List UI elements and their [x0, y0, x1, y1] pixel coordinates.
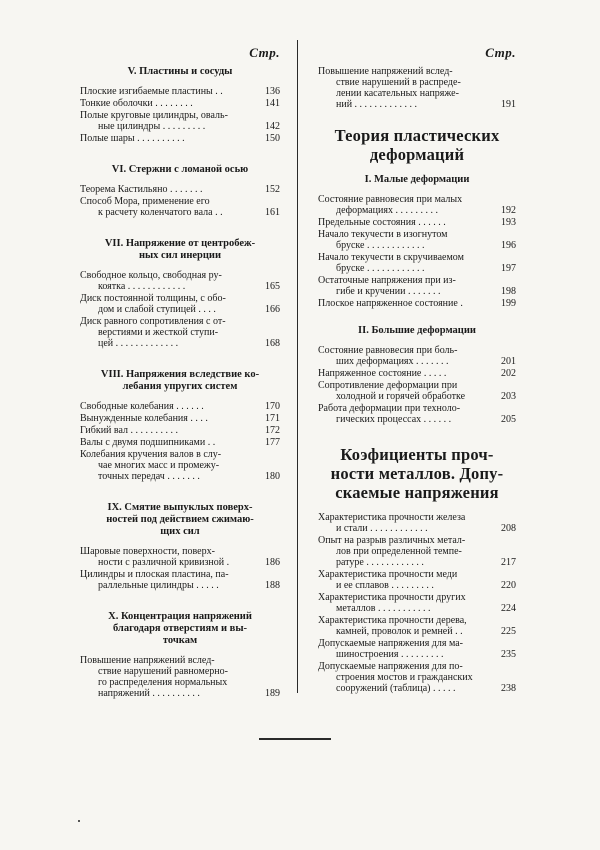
- strength-entries: [318, 512, 516, 694]
- toc-entry[interactable]: [318, 217, 516, 228]
- toc-entry[interactable]: [80, 449, 280, 482]
- toc-entry-page: 191: [501, 99, 516, 110]
- section-title: X. Концентрация напряжений благодаря отверстиям и вы- точкам: [108, 611, 252, 646]
- toc-entry-page: 150: [265, 133, 280, 144]
- toc-entry-page: 136: [265, 86, 280, 97]
- toc-entry[interactable]: [318, 380, 516, 402]
- toc-entry-title: Характеристика прочности дерева, камней, проволок и ремней . .: [318, 615, 467, 637]
- toc-entry-title: Полые шары . . . . . . . . . .: [80, 133, 185, 144]
- toc-entry-page: 235: [501, 649, 516, 660]
- toc-entry-title: Вынужденные колебания . . . .: [80, 413, 208, 424]
- toc-entry-page: 168: [265, 338, 280, 349]
- toc-entry-page: 220: [501, 580, 516, 591]
- toc-entry-title: Повышение напряжений вслед- ствие нарушений равномерно- го распределения нормальных напряжений . . . . . . . . . .: [80, 655, 228, 699]
- toc-entry[interactable]: [80, 425, 280, 436]
- toc-entry[interactable]: [318, 229, 516, 251]
- toc-entry-page: 180: [265, 471, 280, 482]
- toc-entry[interactable]: [318, 66, 516, 110]
- toc-entry-page: 199: [501, 298, 516, 309]
- toc-entry-title: Повышение напряжений вслед- ствие нарушений в распреде- лении касательных напряже- ний . . . . . . . . . . . . .: [318, 66, 461, 110]
- toc-entry-title: Тонкие оболочки . . . . . . . .: [80, 98, 193, 109]
- right-intro-entry: [318, 66, 516, 110]
- toc-entry[interactable]: [318, 638, 516, 660]
- toc-entry-title: Шаровые поверхности, поверх- ности с различной кривизной .: [80, 546, 230, 568]
- toc-entry[interactable]: [80, 655, 280, 699]
- toc-entry[interactable]: [318, 661, 516, 694]
- toc-entry-page: 203: [501, 391, 516, 402]
- toc-entry[interactable]: [80, 437, 280, 448]
- section-title: I. Малые деформации: [364, 174, 470, 185]
- toc-entry-page: 201: [501, 356, 516, 367]
- toc-entry[interactable]: [80, 98, 280, 109]
- toc-entry-page: 170: [265, 401, 280, 412]
- toc-entry-title: Диск равного сопротивления с от- верстиями и жесткой ступи- цей . . . . . . . . . . . . .: [80, 316, 226, 349]
- toc-entry-page: 161: [265, 207, 280, 218]
- toc-entry-page: 205: [501, 414, 516, 425]
- toc-entry-title: Цилиндры и плоская пластина, па- раллельные цилиндры . . . . .: [80, 569, 229, 591]
- toc-entry[interactable]: [80, 413, 280, 424]
- left-column: [80, 40, 280, 700]
- toc-section: [80, 369, 280, 482]
- toc-entry-title: Характеристика прочности железа и стали . . . . . . . . . . . .: [318, 512, 466, 534]
- toc-entry[interactable]: [80, 293, 280, 315]
- toc-entry-page: 142: [265, 121, 280, 132]
- toc-entry[interactable]: [80, 546, 280, 568]
- toc-entry-title: Плоское напряженное состояние .: [318, 298, 463, 309]
- toc-entry-page: 192: [501, 205, 516, 216]
- toc-entry-page: 225: [501, 626, 516, 637]
- toc-entry-page: 141: [265, 98, 280, 109]
- left-sections: [80, 66, 280, 699]
- toc-entry-page: 172: [265, 425, 280, 436]
- toc-entry-title: Характеристика прочности других металлов . . . . . . . . . . .: [318, 592, 466, 614]
- toc-entry[interactable]: [80, 270, 280, 292]
- toc-entry[interactable]: [80, 316, 280, 349]
- toc-entry[interactable]: [318, 535, 516, 568]
- toc-entry[interactable]: [80, 401, 280, 412]
- toc-entry-title: Свободное кольцо, свободная ру- коятка . . . . . . . . . . . .: [80, 270, 222, 292]
- toc-entry-title: Плоские изгибаемые пластины . .: [80, 86, 223, 97]
- toc-entry-page: 189: [265, 688, 280, 699]
- toc-entry-title: Сопротивление деформации при холодной и горячей обработке: [318, 380, 466, 402]
- toc-entry-title: Диск постоянной толщины, с обо- дом и слабой ступицей . . . .: [80, 293, 226, 315]
- toc-entry-page: 177: [265, 437, 280, 448]
- part-title-plastic: Теория пластических деформаций: [334, 126, 500, 164]
- toc-entry-page: 238: [501, 683, 516, 694]
- toc-entry[interactable]: [318, 615, 516, 637]
- toc-entry-title: Способ Мора, применение его к расчету коленчатого вала . .: [80, 196, 223, 218]
- toc-entry[interactable]: [318, 592, 516, 614]
- toc-entry-page: 196: [501, 240, 516, 251]
- scan-speck: [78, 820, 80, 822]
- toc-entry-title: Гибкий вал . . . . . . . . . .: [80, 425, 179, 436]
- toc-section: [318, 325, 516, 425]
- toc-entry-title: Полые круговые цилиндры, оваль- ные цилиндры . . . . . . . . .: [80, 110, 228, 132]
- toc-entry-title: Валы с двумя подшипниками . .: [80, 437, 216, 448]
- toc-entry[interactable]: [80, 133, 280, 144]
- toc-entry-page: 193: [501, 217, 516, 228]
- part-title-strength: Коэфициенты проч- ности металлов. Допу- скаемые напряжения: [330, 445, 504, 502]
- toc-entry[interactable]: [80, 86, 280, 97]
- page-column-header: Стр.: [249, 45, 280, 60]
- toc-entry-title: Опыт на разрыв различных метал- лов при определенной темпе- ратуре . . . . . . . . . . . .: [318, 535, 466, 568]
- toc-entry-title: Начало текучести в скручиваемом бруске . . . . . . . . . . . .: [318, 252, 464, 274]
- toc-entry[interactable]: [318, 252, 516, 274]
- toc-entry-title: Свободные колебания . . . . . .: [80, 401, 204, 412]
- toc-entry-title: Остаточные напряжения при из- гибе и кручении . . . . . . .: [318, 275, 456, 297]
- toc-section: [80, 611, 280, 699]
- toc-entry-title: Колебания кручения валов в слу- чае многих масс и промежу- точных передач . . . . . . .: [80, 449, 222, 482]
- toc-entry[interactable]: [318, 345, 516, 367]
- toc-section: [80, 164, 280, 218]
- section-title: VII. Напряжение от центробеж- ных сил инерции: [104, 238, 256, 261]
- toc-entry-title: Теорема Кастильяно . . . . . . .: [80, 184, 203, 195]
- toc-entry-page: 224: [501, 603, 516, 614]
- toc-entry-page: 188: [265, 580, 280, 591]
- toc-entry-page: 165: [265, 281, 280, 292]
- toc-entry-title: Состояние равновесия при боль- ших деформациях . . . . . . .: [318, 345, 458, 367]
- toc-entry[interactable]: [318, 194, 516, 216]
- toc-entry-title: Напряженное состояние . . . . .: [318, 368, 447, 379]
- section-title: IX. Смятие выпуклых поверх- ностей под действием сжимаю- щих сил: [106, 502, 254, 537]
- toc-entry[interactable]: [318, 512, 516, 534]
- toc-entry-title: Начало текучести в изогнутом бруске . . . . . . . . . . . .: [318, 229, 448, 251]
- toc-section: [80, 502, 280, 591]
- toc-entry[interactable]: [80, 184, 280, 195]
- toc-entry[interactable]: [318, 403, 516, 425]
- bottom-rule: [259, 738, 331, 740]
- toc-entry-page: 152: [265, 184, 280, 195]
- toc-entry[interactable]: [318, 569, 516, 591]
- section-title: II. Большие деформации: [358, 325, 476, 336]
- section-title: VIII. Напряжения вследствие ко- лебания упругих систем: [100, 369, 260, 392]
- plastic-sections: [318, 174, 516, 425]
- toc-section: [80, 66, 280, 144]
- toc-entry-title: Допускаемые напряжения для по- строения мостов и гражданских сооружений (таблица) . . . . .: [318, 661, 473, 694]
- toc-entry[interactable]: [318, 298, 516, 309]
- toc-entry-page: 198: [501, 286, 516, 297]
- toc-entry[interactable]: [318, 275, 516, 297]
- toc-entry-title: Работа деформации при техноло- гических процессах . . . . . .: [318, 403, 461, 425]
- toc-entry-title: Состояние равновесия при малых деформациях . . . . . . . . .: [318, 194, 463, 216]
- page-column-header: Стр.: [485, 45, 516, 60]
- toc-entry-title: Допускаемые напряжения для ма- шиностроения . . . . . . . . .: [318, 638, 464, 660]
- toc-entry-page: 197: [501, 263, 516, 274]
- toc-section: [80, 238, 280, 349]
- toc-entry-page: 166: [265, 304, 280, 315]
- section-title: VI. Стержни с ломаной осью: [111, 164, 249, 175]
- toc-section: [318, 174, 516, 309]
- column-divider: [297, 40, 298, 693]
- toc-entry-page: 171: [265, 413, 280, 424]
- toc-entry-page: 186: [265, 557, 280, 568]
- toc-entry-title: Характеристика прочности меди и ее сплавов . . . . . . . . .: [318, 569, 458, 591]
- toc-entry-page: 202: [501, 368, 516, 379]
- toc-entry-title: Предельные состояния . . . . . .: [318, 217, 446, 228]
- toc-entry-page: 217: [501, 557, 516, 568]
- toc-entry-page: 208: [501, 523, 516, 534]
- toc-entry[interactable]: [80, 110, 280, 132]
- toc-entry[interactable]: [80, 569, 280, 591]
- toc-entry[interactable]: [318, 368, 516, 379]
- toc-entry[interactable]: [80, 196, 280, 218]
- section-title: V. Пластины и сосуды: [127, 66, 233, 77]
- right-column: [318, 40, 516, 695]
